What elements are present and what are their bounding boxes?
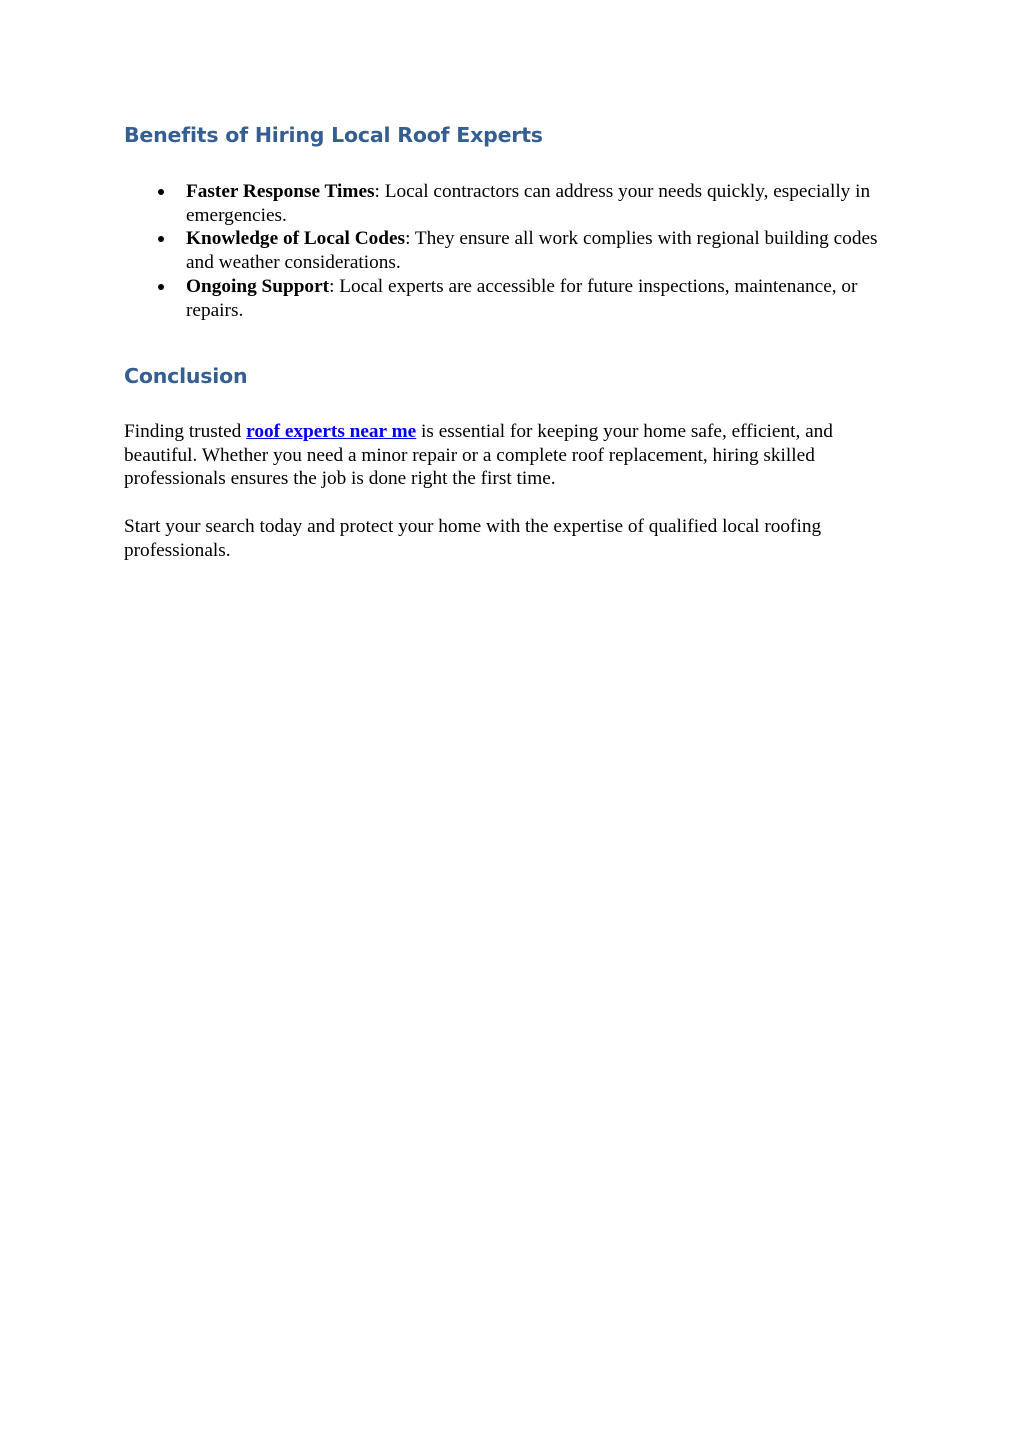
- benefit-text: : Local contractors can address your needs quickly, especially in emergencies.: [186, 181, 871, 226]
- bullet-icon: [158, 284, 164, 290]
- benefit-term: Faster Response Times: [186, 181, 375, 202]
- closing-paragraph: Start your search today and protect your home with the expertise of qualified local roofing professionals.: [124, 516, 822, 561]
- benefit-term: Knowledge of Local Codes: [186, 228, 406, 250]
- bullet-icon: [158, 189, 164, 195]
- list-item: [124, 180, 904, 227]
- list-item: [124, 227, 904, 274]
- benefit-text: : They ensure all work complies with regional building codes and weather considerations.: [186, 228, 878, 274]
- benefits-list: [124, 180, 904, 322]
- conclusion-heading: Conclusion: [124, 364, 248, 388]
- benefit-text: : Local experts are accessible for future inspections, maintenance, or repairs.: [186, 275, 858, 321]
- conclusion-paragraph: [124, 420, 894, 491]
- benefit-term: Ongoing Support: [186, 275, 330, 297]
- paragraph-text-before-link: Finding trusted: [124, 421, 247, 442]
- bullet-icon: [158, 236, 164, 242]
- paragraph-text-after-link: is essential for keeping your home safe, efficient, and beautiful. Whether you need a minor repair or a complete roof replacement, hiring skilled professionals ensures the job is done right the first time.: [124, 421, 833, 490]
- roof-experts-link[interactable]: roof experts near me: [246, 421, 417, 442]
- benefits-heading: Benefits of Hiring Local Roof Experts: [124, 123, 543, 147]
- list-item: [124, 275, 904, 322]
